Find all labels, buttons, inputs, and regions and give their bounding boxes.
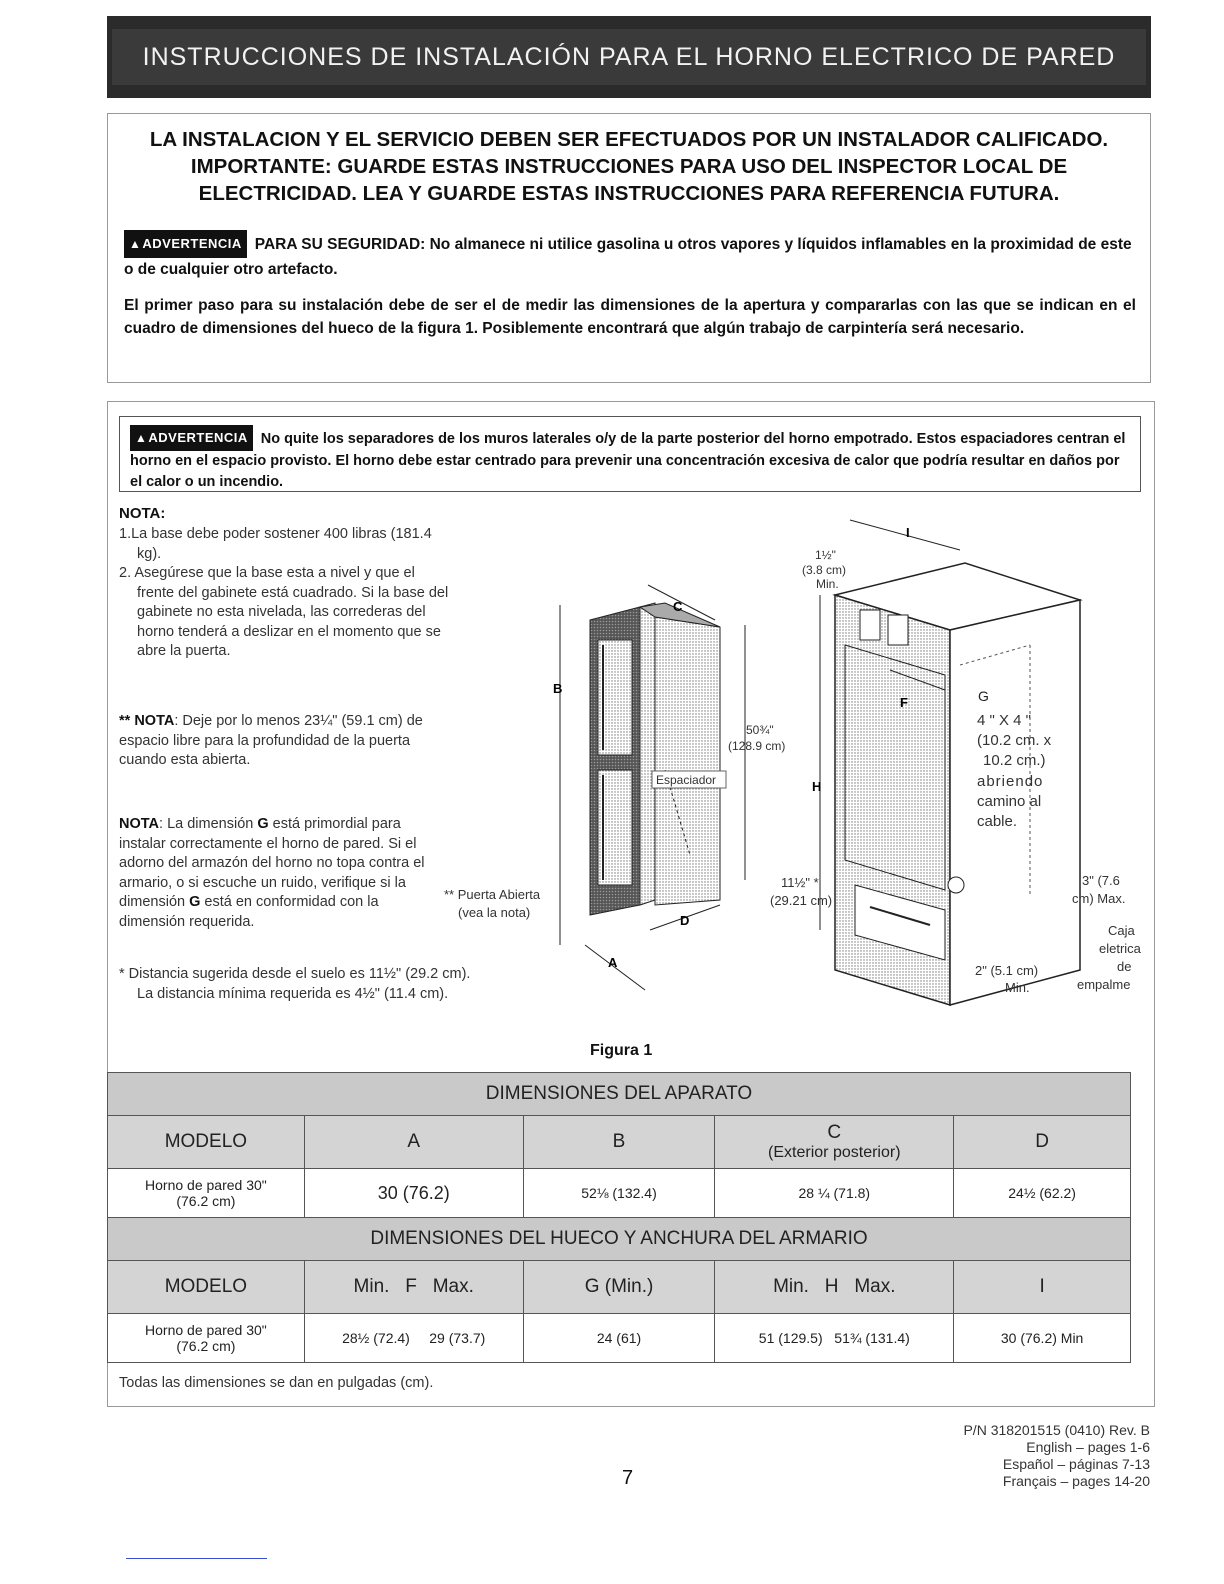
row1-d: 24½ (62.2) [954, 1169, 1131, 1218]
spacer-warning-text: No quite los separadores de los muros laterales o/y de la parte posterior del horno empotrado. Estos espaciadores centran el horno en el espacio provisto. El horno debe estar centrado para prevenir una concentración excesiva de calor que podría resultar en daños por el calor o un incendio. [130, 431, 1126, 490]
hdr2-g: G (Min.) [523, 1261, 715, 1314]
table-row [108, 1314, 1131, 1363]
hdr-a: A [304, 1116, 523, 1169]
nota-item-1: 1.La base debe poder sostener 400 libras (181.4 kg). [119, 526, 432, 562]
hdr2-modelo: MODELO [108, 1261, 305, 1314]
label-d: D [680, 913, 690, 928]
warning-badge-label-2: ADVERTENCIA [148, 430, 248, 445]
opening-header-row [108, 1261, 1131, 1314]
label-h: H [812, 779, 822, 794]
row1-model-2: (76.2 cm) [176, 1193, 236, 1209]
first-step-paragraph: El primer paso para su instalación debe de ser el de medir las dimensiones de la apertura y compararlas con las que se indican en el cuadro de dimensiones del hueco de la figura 1. Posiblemente encontrará que algún trabajo de carpintería será necesario. [124, 297, 1136, 337]
nota3-text-a: : La dimensión [159, 816, 258, 832]
opening-label-5: camino al [977, 793, 1042, 810]
hdr2-f: Min. F Max. [304, 1261, 523, 1314]
band-opening: DIMENSIONES DEL HUECO Y ANCHURA DEL ARMARIO [108, 1218, 1131, 1261]
footer-rule [126, 1558, 267, 1559]
hdr-c [715, 1116, 954, 1169]
label-g: G [978, 688, 989, 704]
row1-c: 28 ¼ (71.8) [715, 1169, 954, 1218]
nota3-g: G [257, 816, 269, 832]
row2-model-2: (76.2 cm) [176, 1338, 236, 1354]
nota3-text-b: está primordial para instalar correctamente el horno de pared. Si el adorno del armazón del horno no topa contra el armario, o si escuche un ruido, verifique si la dimensión [119, 816, 425, 910]
part-number: P/N 318201515 (0410) Rev. B [963, 1422, 1150, 1438]
hdr-modelo: MODELO [108, 1116, 305, 1169]
warning-badge [124, 230, 247, 258]
warning-badge-label: ADVERTENCIA [142, 236, 242, 251]
nota3-text-c: está en conformidad con la dimensión requerida. [119, 894, 379, 930]
min-c-label-1: 1½" [815, 548, 836, 562]
junction-box-label-2: eletrica [1099, 941, 1141, 956]
nota2-text: : Deje por lo menos 23¼" (59.1 cm) de espacio libre para la profundidad de la puerta cuando esta abierta. [119, 713, 423, 768]
floor-label-1: 11½" * [781, 875, 819, 890]
label-c: C [673, 599, 683, 614]
opening-label-1: 4 " X 4 " [977, 712, 1032, 729]
appliance-dimensions-band [108, 1073, 1131, 1116]
row2-i: 30 (76.2) Min [954, 1314, 1131, 1363]
dim-line-i [850, 520, 960, 550]
spacer-warning [119, 416, 1141, 492]
row2-model [108, 1314, 305, 1363]
height-label-2: (128.9 cm) [728, 739, 786, 753]
warning-badge-2 [130, 425, 253, 451]
min-c-label-3: Min. [816, 577, 839, 591]
figure-caption: Figura 1 [590, 1042, 653, 1059]
headline-line-2: IMPORTANTE: GUARDE ESTAS INSTRUCCIONES PARA USO DEL INSPECTOR LOCAL DE [190, 155, 1068, 178]
junction-box-label-3: de [1117, 959, 1132, 974]
opening-label-4: abriendo [977, 773, 1044, 790]
min-2-label-2: Min. [1005, 980, 1030, 995]
door-label-1: ** Puerta Abierta [444, 887, 541, 902]
nota-heading: NOTA: [119, 505, 166, 522]
label-b: B [553, 681, 563, 696]
page-number: 7 [622, 1467, 634, 1489]
hdr2-h: Min. H Max. [715, 1261, 954, 1314]
hdr-c-label: C [827, 1122, 842, 1143]
french-pages: Français – pages 14-20 [1002, 1473, 1150, 1489]
min-c-label-2: (3.8 cm) [802, 563, 847, 577]
junction-box-label-1: Caja [1108, 923, 1135, 938]
band-appliance: DIMENSIONES DEL APARATO [108, 1073, 1131, 1116]
nota3-g-2: G [189, 894, 201, 910]
hdr-c-sub: (Exterior posterior) [768, 1144, 901, 1161]
junction-box-label-4: empalme [1077, 977, 1131, 992]
oven-drawing [590, 603, 720, 915]
box-dist-label-1: 3" (7.6 [1082, 873, 1120, 888]
door-clearance-note [119, 712, 429, 771]
label-f: F [900, 695, 908, 710]
row2-h: 51 (129.5) 51¾ (131.4) [715, 1314, 954, 1363]
title-banner [107, 16, 1151, 98]
row1-model-1: Horno de pared 30" [145, 1177, 267, 1193]
dimensions-footnote: Todas las dimensiones se dan en pulgadas (cm). [119, 1375, 434, 1391]
dimension-g-note [119, 815, 429, 932]
opening-label-6: cable. [977, 813, 1018, 830]
min-2-label-1: 2" (5.1 cm) [975, 963, 1039, 978]
nota2-label: ** NOTA [119, 713, 175, 729]
opening-label-3: 10.2 cm.) [983, 752, 1046, 769]
box-dist-label-2: cm) Max. [1072, 891, 1126, 906]
opening-label-2: (10.2 cm. x [977, 732, 1052, 749]
safety-text: PARA SU SEGURIDAD: No almanece ni utilice gasolina u otros vapores y líquidos inflamables en la proximidad de este o de cualquier otro artefacto. [124, 236, 1132, 278]
door-label-2: (vea la nota) [458, 905, 531, 920]
floor-label-2: (29.21 cm) [770, 893, 833, 908]
spacer-label: Espaciador [656, 773, 717, 787]
nota-item-2: 2. Asegúrese que la base esta a nivel y que el frente del gabinete está cuadrado. Si la base del gabinete no esta nivelada, las correderas del horno tenderá a deslizar en el momento que se abre la puerta. [119, 565, 449, 659]
title-banner-inner [112, 29, 1146, 85]
warning-triangle-icon: ▲ [135, 431, 148, 445]
spanish-pages: Español – páginas 7-13 [1002, 1456, 1150, 1472]
warning-triangle-icon: ▲ [129, 237, 142, 251]
row2-model-1: Horno de pared 30" [145, 1322, 267, 1338]
table-row [108, 1169, 1131, 1218]
star-note-2: La distancia mínima requerida es 4½" (11.4 cm). [137, 985, 449, 1002]
part-number-block [963, 1422, 1150, 1490]
headline-line-1: LA INSTALACION Y EL SERVICIO DEBEN SER EFECTUADOS POR UN INSTALADOR CALIFICADO. [149, 128, 1109, 151]
row1-a: 30 (76.2) [304, 1169, 523, 1218]
intro-box [107, 113, 1151, 383]
headline-line-3: ELECTRICIDAD. LEA Y GUARDE ESTAS INSTRUCCIONES PARA REFERENCIA FUTURA. [198, 182, 1060, 205]
safety-paragraph [124, 230, 1136, 281]
hdr2-i: I [954, 1261, 1131, 1314]
oven-installation-diagram [440, 515, 1150, 1035]
height-label-1: 50¾" [746, 723, 774, 737]
dimensions-table [107, 1072, 1131, 1363]
label-i: I [906, 525, 910, 540]
nota3-label: NOTA [119, 816, 160, 832]
row2-g: 24 (61) [523, 1314, 715, 1363]
hdr-b: B [523, 1116, 715, 1169]
page-title: INSTRUCCIONES DE INSTALACIÓN PARA EL HORNO ELECTRICO DE PARED [142, 42, 1116, 71]
row1-b: 52⅛ (132.4) [523, 1169, 715, 1218]
row2-f: 28½ (72.4) 29 (73.7) [304, 1314, 523, 1363]
intro-headline [108, 126, 1150, 207]
opening-dimensions-band [108, 1218, 1131, 1261]
row1-model [108, 1169, 305, 1218]
hdr-d: D [954, 1116, 1131, 1169]
label-a: A [608, 955, 618, 970]
appliance-header-row [108, 1116, 1131, 1169]
star-note-1: * Distancia sugerida desde el suelo es 11½" (29.2 cm). [119, 966, 471, 982]
nota-list [119, 525, 449, 662]
english-pages: English – pages 1-6 [1026, 1439, 1150, 1455]
